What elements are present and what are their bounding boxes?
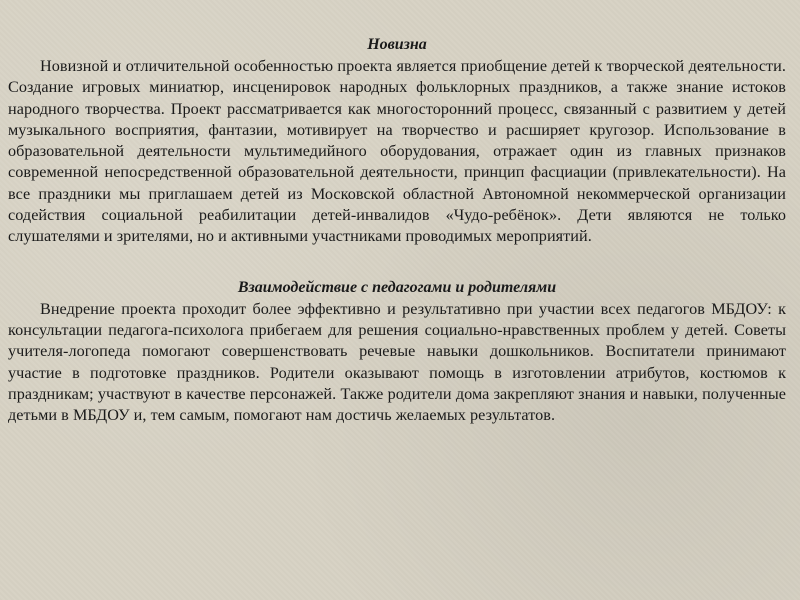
section-title-novelty: Новизна xyxy=(367,36,427,53)
slide-content xyxy=(8,34,786,574)
section-text-interaction: Внедрение проекта проходит более эффективно и результативно при участии всех педагогов МБДОУ: к консультации педагога-психолога прибегаем для решения социально-нравственных проблем у детей. Советы учителя-логопеда помогают совершенствовать речевые навыки дошкольников. Воспитатели принимают участие в подготовке праздников. Родители оказывают помощь в изготовлении атрибутов, костюмов к праздникам; участвуют в качестве персонажей. Также родители дома закрепляют знания и навыки, полученные детьми в МБДОУ и, тем самым, помогают нам достичь желаемых результатов. xyxy=(8,299,786,425)
section-text-novelty: Новизной и отличительной особенностью проекта является приобщение детей к творческой деятельности. Создание игровых миниатюр, инсценировок народных фольклорных праздников, а также знание истоков народного творчества. Проект рассматривается как многосторонний процесс, связанный с развитием у детей музыкального восприятия, фантазии, мотивирует на творчество и расширяет кругозор. Использование в образовательной деятельности мультимедийного оборудования, отражает один из главных признаков современной непосредственной образовательной деятельности, принцип фасциации (привлекательности). На все праздники мы приглашаем детей из Московской областной Автономной некоммерческой организации содействия социальной реабилитации детей-инвалидов «Чудо-ребёнок». Дети являются не только слушателями и зрителями, но и активными участниками проводимых мероприятий. xyxy=(8,57,786,246)
section-title-interaction: Взаимодействие с педагогами и родителями xyxy=(237,278,557,296)
